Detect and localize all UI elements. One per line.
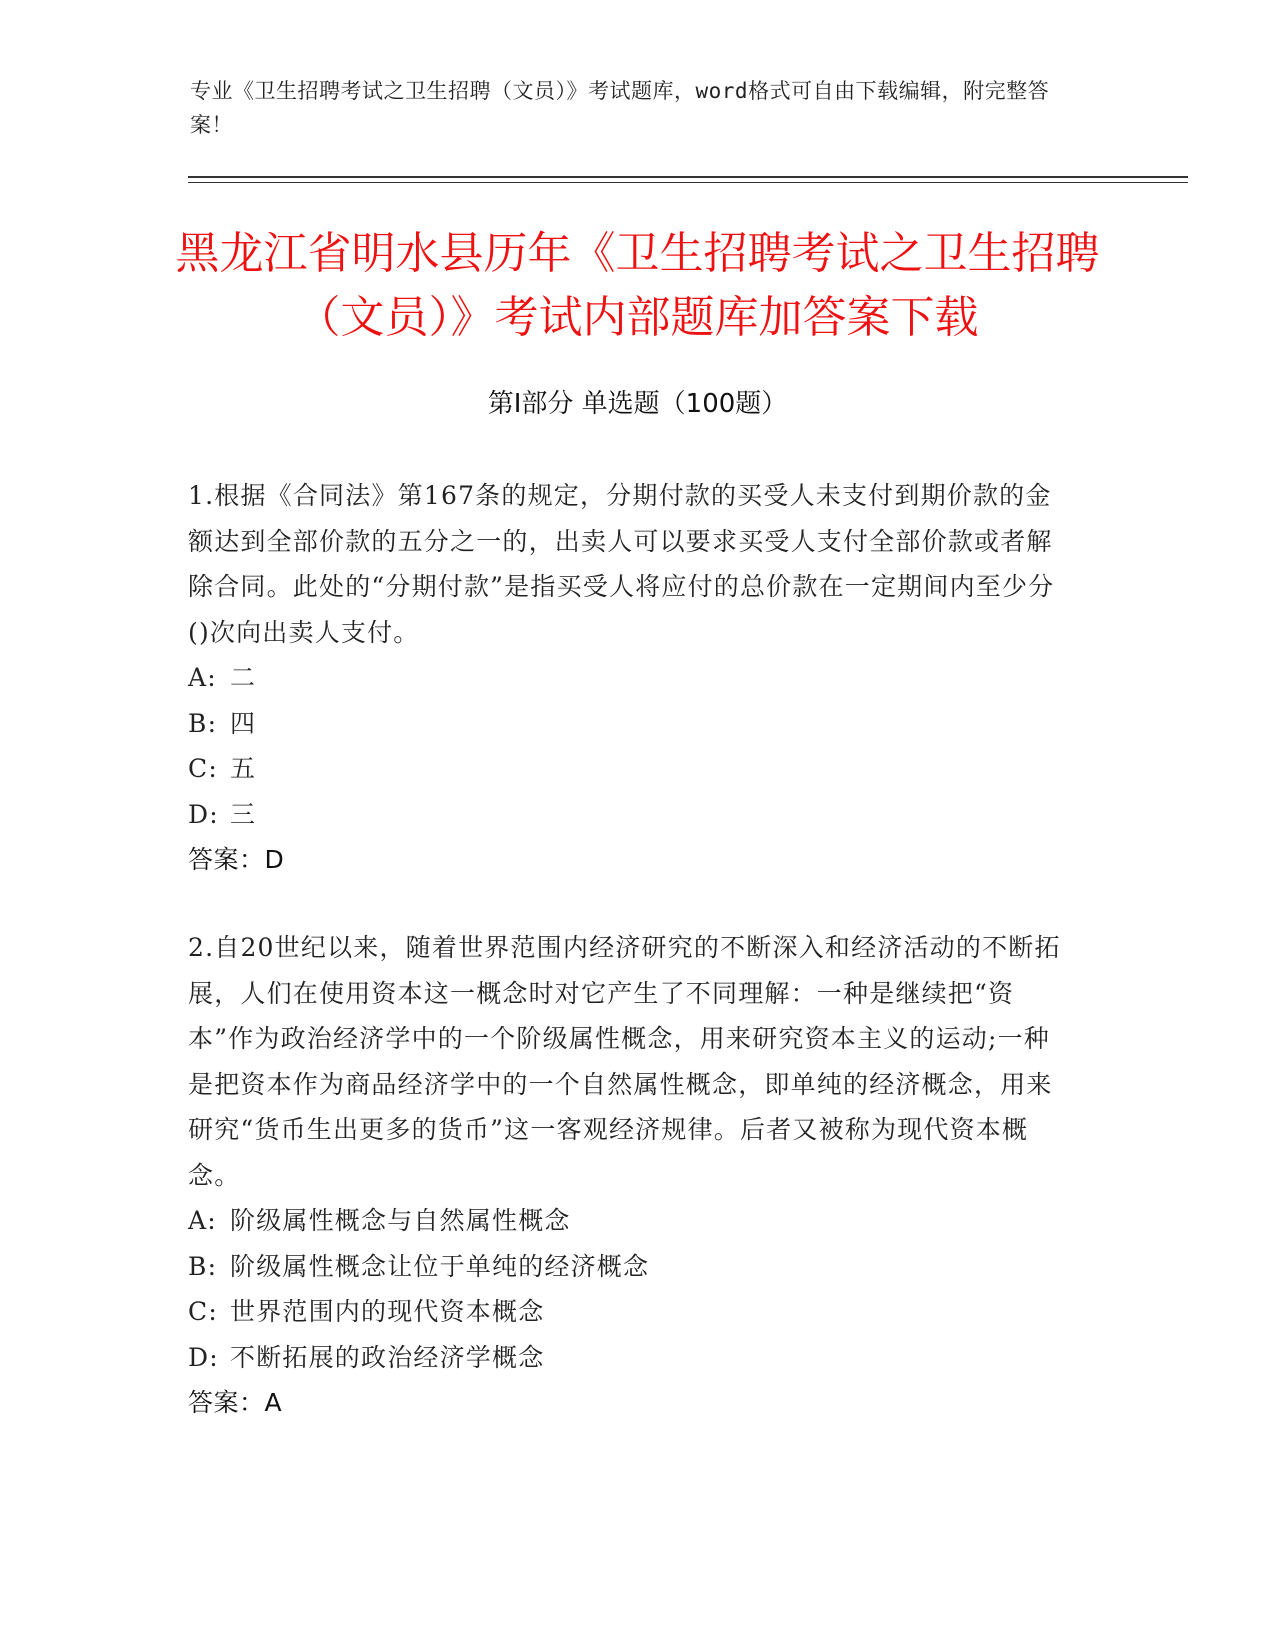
option-key: B:	[188, 1251, 218, 1281]
option-c	[188, 1289, 1068, 1335]
question-stem: 2.自20世纪以来，随着世界范围内经济研究的不断深入和经济活动的不断拓展，人们在使用资本这一概念时对它产生了不同理解：一种是继续把“资本”作为政治经济学中的一个阶级属性概念，用来研究资本主义的运动;一种是把资本作为商品经济学中的一个自然属性概念，即单纯的经济概念，用来研究“货币生出更多的货币”这一客观经济规律。后者又被称为现代资本概念。	[188, 933, 1061, 1190]
option-d	[188, 792, 1068, 838]
header-divider-thick	[188, 176, 1188, 178]
option-d	[188, 1335, 1068, 1381]
section-heading: 第Ⅰ部分 单选题（100题）	[487, 389, 788, 419]
option-b	[188, 701, 1068, 747]
option-key: B:	[188, 708, 218, 738]
option-text: 阶级属性概念让位于单纯的经济概念	[230, 1251, 650, 1281]
option-a	[188, 655, 1068, 701]
option-b	[188, 1244, 1068, 1290]
option-a	[188, 1198, 1068, 1244]
document-title: 黑龙江省明水县历年《卫生招聘考试之卫生招聘（文员）》考试内部题库加答案下载	[175, 228, 1100, 343]
header-divider-thin	[188, 182, 1188, 183]
option-key: A:	[188, 1206, 217, 1235]
header-note: 专业《卫生招聘考试之卫生招聘（文员）》考试题库，word格式可自由下载编辑，附完整答案！	[190, 79, 1050, 137]
option-key: C:	[188, 754, 218, 783]
answer-line: 答案：A	[188, 1388, 283, 1417]
option-key: D:	[188, 799, 219, 829]
question-stem: 1.根据《合同法》第167条的规定，分期付款的买受人未支付到期价款的金额达到全部价款的五分之一的，出卖人可以要求买受人支付全部价款或者解除合同。此处的“分期付款”是指买受人将应付的总价款在一定期间内至少分()次向出卖人支付。	[188, 481, 1055, 647]
option-text: 三	[230, 799, 257, 829]
option-c	[188, 746, 1068, 792]
question-2	[188, 925, 1068, 1426]
question-1	[188, 473, 1068, 883]
option-text: 不断拓展的政治经济学概念	[230, 1342, 545, 1372]
option-text: 四	[230, 708, 257, 738]
option-text: 世界范围内的现代资本概念	[230, 1297, 545, 1326]
option-text: 二	[230, 663, 257, 692]
option-key: C:	[188, 1297, 218, 1326]
answer-line: 答案：D	[188, 845, 285, 874]
option-key: A:	[188, 663, 217, 692]
option-text: 五	[230, 754, 257, 783]
option-key: D:	[188, 1342, 219, 1372]
option-text: 阶级属性概念与自然属性概念	[230, 1206, 571, 1235]
